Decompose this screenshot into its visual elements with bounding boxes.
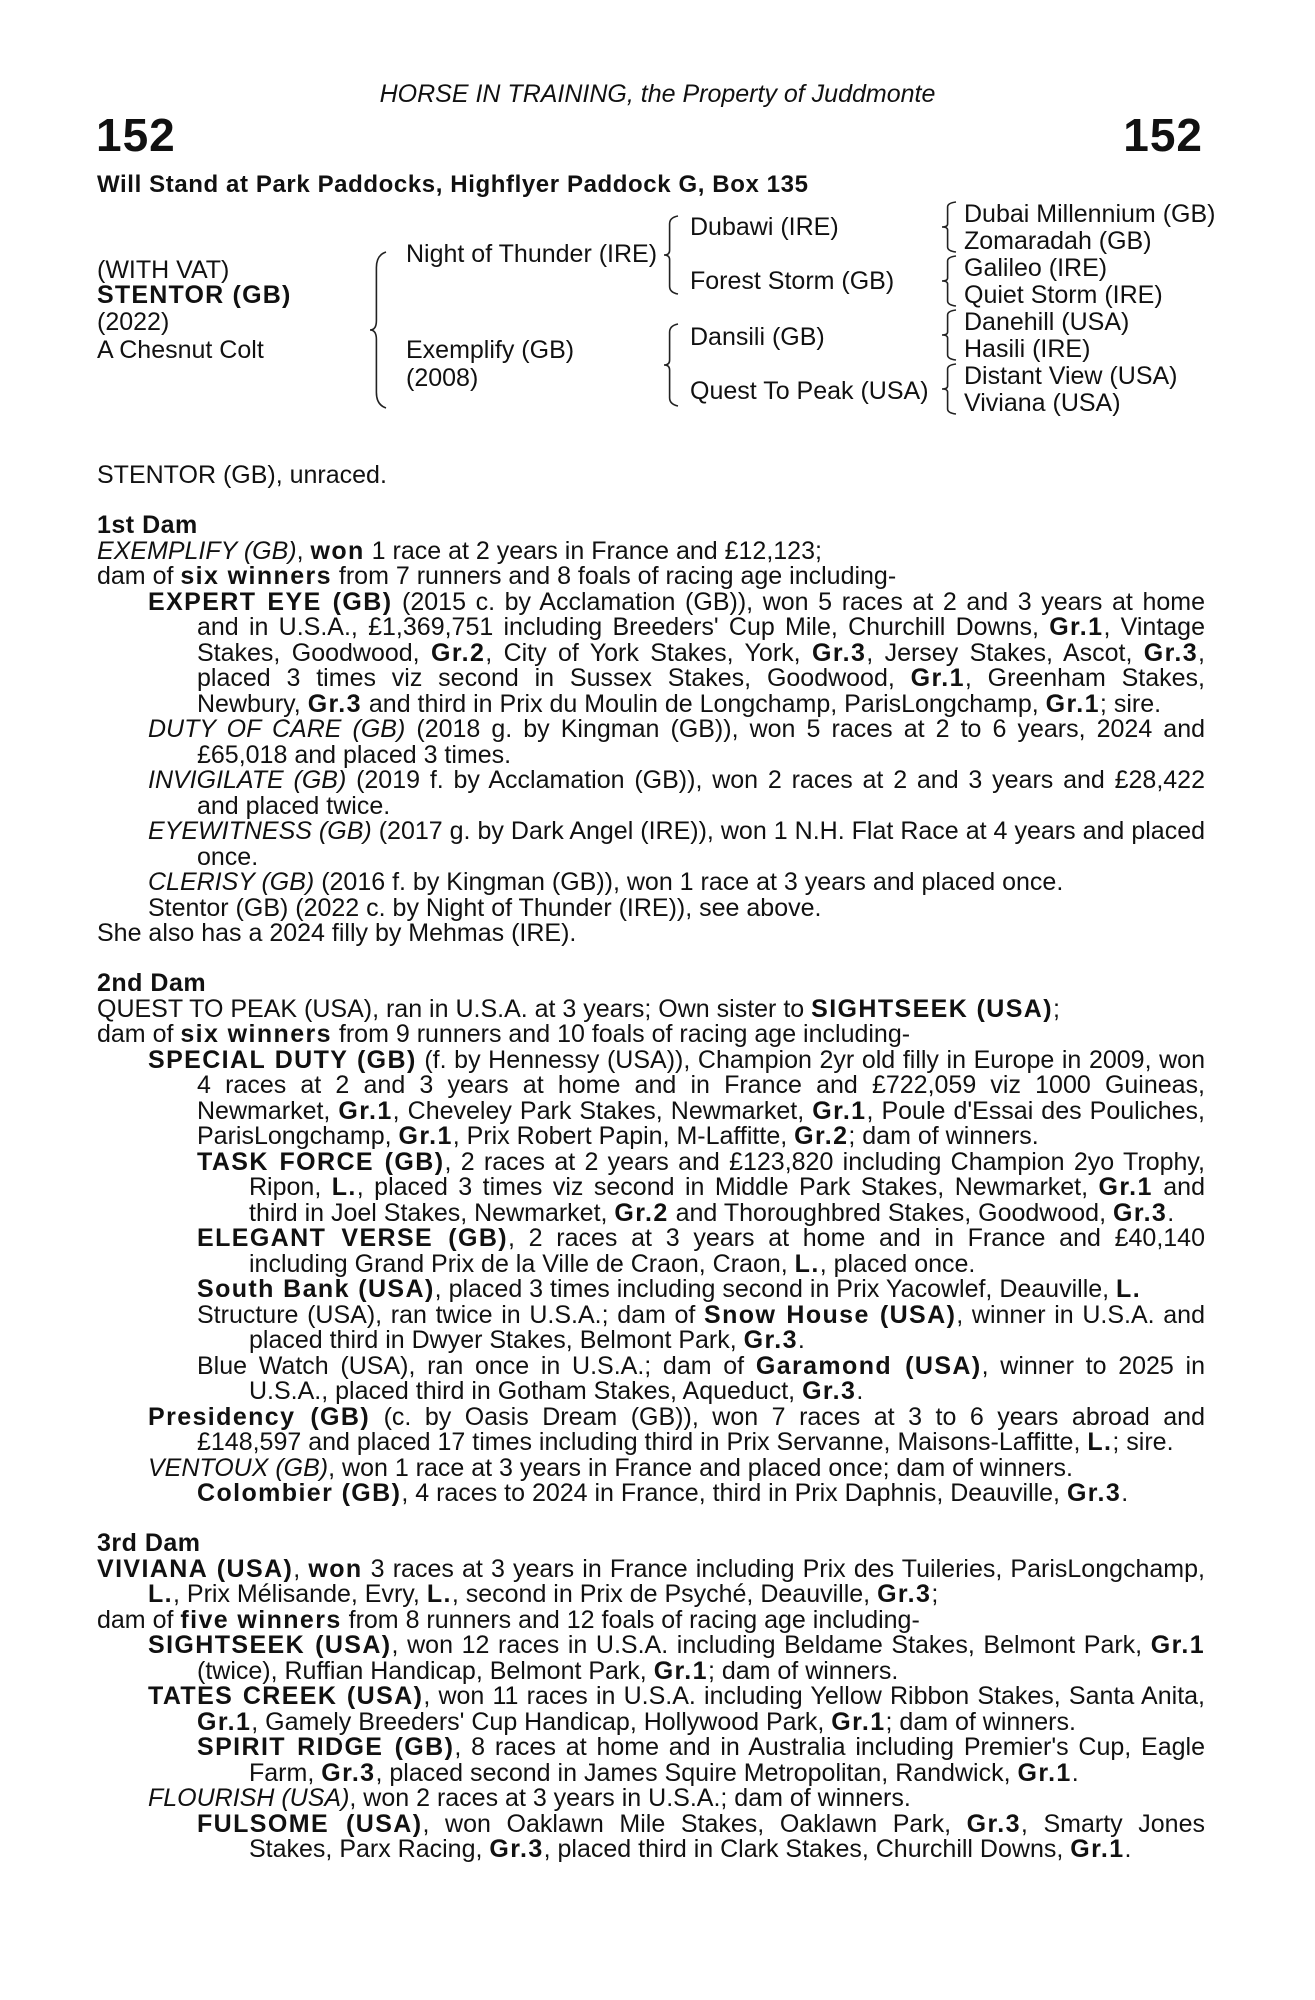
text: , 2 races at 3 years at home and in France and £40,140 including Grand Prix de la Ville de Craon, Craon, <box>249 1224 1205 1278</box>
produce-record <box>97 1605 1205 1634</box>
produce-record <box>97 564 1205 590</box>
bold-text: TATES CREEK (USA) <box>148 1682 424 1710</box>
produce-record <box>97 893 1205 922</box>
bold-text: L. <box>1087 1428 1113 1456</box>
text: , Prix Mélisande, Evry, <box>173 1580 427 1608</box>
bold-text: Gr.1 <box>398 1122 453 1150</box>
produce-record <box>97 1277 1205 1303</box>
vat-note: (WITH VAT) <box>97 256 230 284</box>
text: , Cheveley Park Stakes, Newmarket, <box>392 1096 813 1125</box>
great-grandparent: Viviana (USA) <box>964 389 1121 417</box>
text: , won 2 races at 3 years in U.S.A.; dam of winners. <box>349 1784 911 1812</box>
text: . <box>1124 1835 1132 1863</box>
pedigree-brace <box>942 310 956 360</box>
bold-text: VIVIANA (USA) <box>97 1554 294 1583</box>
text: ; dam of winners. <box>885 1707 1076 1736</box>
bold-text: won <box>310 536 365 565</box>
bold-text: Gr.2 <box>794 1122 849 1150</box>
text: 1 race at 2 years in France and £12,123; <box>364 536 822 565</box>
produce-record <box>97 717 1205 768</box>
text: Blue Watch (USA), ran once in U.S.A.; dam of <box>197 1351 756 1380</box>
bold-text: Gr.3 <box>307 689 362 718</box>
produce-record <box>97 1684 1205 1735</box>
lot-number-left: 152 <box>96 109 176 161</box>
produce-record <box>97 768 1205 819</box>
produce-record <box>97 1554 1205 1608</box>
italic-text: EYEWITNESS (GB) <box>148 817 372 845</box>
grandsire: Dansili (GB) <box>690 323 825 351</box>
produce-record <box>97 1735 1205 1786</box>
text: , won 1 race at 3 years in France and placed once; dam of winners. <box>328 1453 1073 1482</box>
text: dam of <box>97 1605 181 1634</box>
text: , 2 races at 2 years and £123,820 including Champion 2yo Trophy, Ripon, <box>249 1147 1206 1201</box>
text: 3 races at 3 years in France including Prix des Tuileries, ParisLongchamp, <box>362 1554 1205 1583</box>
bold-text: Gr.1 <box>1070 1835 1125 1863</box>
bold-text: Gr.2 <box>614 1198 669 1227</box>
text: ; dam of winners. <box>848 1122 1039 1150</box>
produce-record <box>97 870 1205 896</box>
dam: Exemplify (GB) <box>406 336 575 364</box>
bold-text: Colombier (GB) <box>197 1479 402 1507</box>
text: . <box>1121 1479 1129 1507</box>
produce-record <box>97 1300 1205 1354</box>
great-grandparent: Quiet Storm (IRE) <box>964 281 1163 309</box>
pedigree-brace <box>664 216 678 294</box>
text: ; <box>1052 994 1060 1023</box>
horse-description: A Chesnut Colt <box>97 336 264 364</box>
pedigree-brace <box>942 202 956 252</box>
bold-text: Gr.1 <box>1098 1173 1153 1201</box>
text: ; sire. <box>1099 689 1162 718</box>
bold-text: Gr.1 <box>1150 1631 1205 1659</box>
produce-record <box>97 587 1206 718</box>
text: , Smarty Jones Stakes, Parx Racing, <box>249 1809 1205 1863</box>
great-grandparent: Galileo (IRE) <box>964 254 1108 282</box>
text: (2016 f. by Kingman (GB)), won 1 race at 3 years and placed once. <box>314 868 1064 896</box>
text: (2017 g. by Dark Angel (IRE)), won 1 N.H. Flat Race at 4 years and placed once. <box>197 817 1205 871</box>
bold-text: ELEGANT VERSE (GB) <box>197 1224 508 1252</box>
bold-text: Gr.1 <box>338 1096 393 1125</box>
section-heading: 1st Dam <box>97 511 198 539</box>
text: QUEST TO PEAK (USA), ran in U.S.A. at 3 years; Own sister to <box>97 994 812 1023</box>
produce-record <box>97 1786 1205 1812</box>
text: , Vintage Stakes, Goodwood, <box>197 613 1205 667</box>
text: , placed third in Clark Stakes, Churchill Downs, <box>543 1835 1071 1863</box>
text: from 7 runners and 8 foals of racing age including- <box>331 562 897 590</box>
bold-text: Snow House (USA) <box>704 1300 957 1329</box>
produce-record <box>97 1022 1205 1048</box>
produce-record <box>97 994 1205 1023</box>
italic-text: INVIGILATE (GB) <box>148 766 347 794</box>
text: , won Oaklawn Mile Stakes, Oaklawn Park, <box>422 1809 967 1838</box>
bold-text: SIGHTSEEK (USA) <box>148 1631 392 1659</box>
bold-text: Presidency (GB) <box>148 1402 371 1431</box>
text: , placed 3 times viz second in Middle Park Stakes, Newmarket, <box>356 1173 1099 1201</box>
bold-text: South Bank (USA) <box>197 1275 435 1303</box>
text: (c. by Oasis Dream (GB)), won 7 races at 3 to 6 years abroad and £148,597 and placed 17 times including third in Prix Servanne, Maisons-Laffitte, <box>197 1402 1205 1456</box>
produce-record <box>97 1633 1205 1684</box>
text: , 8 races at home and in Australia including Premier's Cup, Eagle Farm, <box>249 1733 1205 1787</box>
bold-text: Gr.1 <box>812 1096 867 1125</box>
text: , 4 races to 2024 in France, third in Prix Daphnis, Deauville, <box>401 1479 1067 1507</box>
produce-record <box>97 819 1205 870</box>
text: , Poule d'Essai des Pouliches, ParisLongchamp, <box>197 1096 1205 1150</box>
bold-text: Gr.3 <box>802 1377 857 1405</box>
text: (twice), Ruffian Handicap, Belmont Park, <box>197 1656 654 1685</box>
bold-text: Garamond (USA) <box>755 1351 982 1380</box>
second-dam-section <box>97 971 1205 1507</box>
race-summary: STENTOR (GB), unraced. <box>97 461 387 489</box>
text: , placed 3 times including second in Prix Yacowlef, Deauville, <box>434 1275 1117 1303</box>
bold-text: Gr.1 <box>1017 1758 1072 1787</box>
catalogue-header-title: HORSE IN TRAINING, the Property of Juddmonte <box>379 80 936 108</box>
bold-text: Gr.1 <box>910 664 965 692</box>
text: (2015 c. by Acclamation (GB)), won 5 races at 2 and 3 years at home and in U.S.A., £1,369,751 including Breeders' Cup Mile, Churchill Downs, <box>197 587 1205 641</box>
bold-text: EXPERT EYE (GB) <box>148 587 393 616</box>
bold-text: TASK FORCE (GB) <box>197 1147 445 1176</box>
third-dam-section <box>97 1531 1205 1863</box>
produce-record <box>97 1147 1206 1227</box>
horse-name: STENTOR (GB) <box>97 281 292 309</box>
text: , placed second in James Squire Metropolitan, Randwick, <box>375 1758 1018 1787</box>
text: dam of <box>97 1020 181 1048</box>
pedigree-brace <box>942 364 956 414</box>
bold-text: Gr.3 <box>321 1758 376 1787</box>
pedigree-brace <box>664 324 678 406</box>
bold-text: six winners <box>180 562 332 590</box>
great-grandparent: Dubai Millennium (GB) <box>964 200 1216 228</box>
bold-text: six winners <box>180 1020 332 1048</box>
horse-year: (2022) <box>97 308 170 336</box>
text: , placed 3 times viz second in Sussex Stakes, Goodwood, <box>197 638 1205 692</box>
bold-text: SIGHTSEEK (USA) <box>811 994 1053 1023</box>
text: ; sire. <box>1112 1428 1174 1456</box>
text: (2018 g. by Kingman (GB)), won 5 races at 2 to 6 years, 2024 and £65,018 and placed 3 times. <box>197 715 1205 769</box>
text: , winner to 2025 in U.S.A., placed third in Gotham Stakes, Aqueduct, <box>249 1351 1205 1405</box>
text: , won 11 races in U.S.A. including Yellow Ribbon Stakes, Santa Anita, <box>423 1682 1205 1710</box>
produce-record <box>97 1351 1205 1405</box>
section-heading: 2nd Dam <box>97 969 207 997</box>
text: , <box>296 536 311 565</box>
text: and third in Joel Stakes, Newmarket, <box>249 1173 1205 1227</box>
bold-text: Gr.3 <box>812 638 867 667</box>
text: , City of York Stakes, York, <box>485 638 812 667</box>
text: from 8 runners and 12 foals of racing age including- <box>341 1605 920 1634</box>
bold-text: Gr.1 <box>197 1707 252 1736</box>
text: Stentor (GB) (2022 c. by Night of Thunder (IRE)), see above. <box>148 893 822 922</box>
text: and third in Prix du Moulin de Longchamp, ParisLongchamp, <box>361 689 1046 718</box>
bold-text: FULSOME (USA) <box>197 1809 423 1838</box>
bold-text: Gr.3 <box>1112 1198 1168 1227</box>
text: She also has a 2024 filly by Mehmas (IRE). <box>97 919 577 947</box>
sire: Night of Thunder (IRE) <box>406 240 658 268</box>
text: , winner in U.S.A. and placed third in Dwyer Stakes, Belmont Park, <box>249 1300 1205 1354</box>
bold-text: L. <box>426 1580 452 1608</box>
text: , Gamely Breeders' Cup Handicap, Hollywood Park, <box>251 1707 832 1736</box>
first-dam-section <box>97 513 1205 947</box>
italic-text: DUTY OF CARE (GB) <box>148 715 406 743</box>
bold-text: SPECIAL DUTY (GB) <box>148 1045 417 1074</box>
text: , won 12 races in U.S.A. including Beldame Stakes, Belmont Park, <box>391 1631 1151 1659</box>
pedigree-brace <box>370 252 386 408</box>
grandsire: Dubawi (IRE) <box>690 213 839 241</box>
bold-text: Gr.3 <box>1143 638 1199 667</box>
granddam: Quest To Peak (USA) <box>690 377 929 405</box>
italic-text: VENTOUX (GB) <box>148 1453 329 1482</box>
stand-location: Will Stand at Park Paddocks, Highflyer Paddock G, Box 135 <box>97 171 809 198</box>
great-grandparent: Danehill (USA) <box>964 308 1130 336</box>
bold-text: won <box>308 1554 363 1583</box>
bold-text: Gr.1 <box>831 1707 886 1736</box>
text: , Prix Robert Papin, M-Laffitte, <box>452 1122 795 1150</box>
produce-record <box>97 1809 1205 1863</box>
produce-record <box>97 536 1205 565</box>
produce-record <box>97 1402 1205 1456</box>
dam-year: (2008) <box>406 364 479 392</box>
bold-text: L. <box>1116 1275 1142 1303</box>
text: dam of <box>97 562 181 590</box>
bold-text: Gr.3 <box>1066 1479 1122 1507</box>
text: , Greenham Stakes, Newbury, <box>197 664 1206 718</box>
produce-record <box>97 921 1205 947</box>
text: Structure (USA), ran twice in U.S.A.; dam of <box>197 1300 705 1329</box>
produce-record <box>97 1045 1205 1150</box>
lot-number-right: 152 <box>1123 109 1203 161</box>
text: . <box>1071 1758 1079 1787</box>
bold-text: five winners <box>180 1605 342 1634</box>
bold-text: L. <box>331 1173 357 1201</box>
section-heading: 3rd Dam <box>97 1529 201 1557</box>
pedigree-brace <box>942 256 956 306</box>
bold-text: SPIRIT RIDGE (GB) <box>197 1733 455 1761</box>
text: , second in Prix de Psyché, Deauville, <box>451 1580 878 1608</box>
text: . <box>856 1377 864 1405</box>
bold-text: Gr.3 <box>489 1835 544 1863</box>
text: . <box>1167 1198 1175 1227</box>
text: , placed once. <box>819 1249 976 1278</box>
italic-text: EXEMPLIFY (GB) <box>97 536 297 565</box>
bold-text: L. <box>794 1249 820 1278</box>
bold-text: Gr.3 <box>877 1580 932 1608</box>
text: , Jersey Stakes, Ascot, <box>866 638 1144 667</box>
produce-record <box>97 1453 1205 1482</box>
text: (f. by Hennessy (USA)), Champion 2yr old filly in Europe in 2009, won 4 races at 2 and 3 years at home and in France and £722,059 viz 1000 Guineas, Newmarket, <box>197 1045 1205 1125</box>
great-grandparent: Distant View (USA) <box>964 362 1178 390</box>
text: ; <box>931 1580 939 1608</box>
produce-record <box>97 1481 1205 1507</box>
italic-text: FLOURISH (USA) <box>148 1784 350 1812</box>
great-grandparent: Hasili (IRE) <box>964 335 1091 363</box>
granddam: Forest Storm (GB) <box>690 267 895 295</box>
bold-text: Gr.3 <box>966 1809 1021 1838</box>
bold-text: Gr.1 <box>653 1656 708 1685</box>
text: . <box>797 1326 805 1354</box>
bold-text: Gr.1 <box>1049 613 1104 641</box>
italic-text: CLERISY (GB) <box>148 868 315 896</box>
produce-record <box>97 1226 1205 1277</box>
text: from 9 runners and 10 foals of racing age including- <box>331 1020 911 1048</box>
bold-text: Gr.1 <box>1045 689 1100 718</box>
bold-text: Gr.3 <box>743 1326 798 1354</box>
text: and Thoroughbred Stakes, Goodwood, <box>668 1198 1113 1227</box>
bold-text: L. <box>148 1580 174 1608</box>
text: ; dam of winners. <box>707 1656 899 1685</box>
text: (2019 f. by Acclamation (GB)), won 2 races at 2 and 3 years and £28,422 and placed twice. <box>197 766 1205 820</box>
great-grandparent: Zomaradah (GB) <box>964 227 1152 255</box>
text: , <box>293 1554 309 1583</box>
bold-text: Gr.2 <box>431 638 486 667</box>
